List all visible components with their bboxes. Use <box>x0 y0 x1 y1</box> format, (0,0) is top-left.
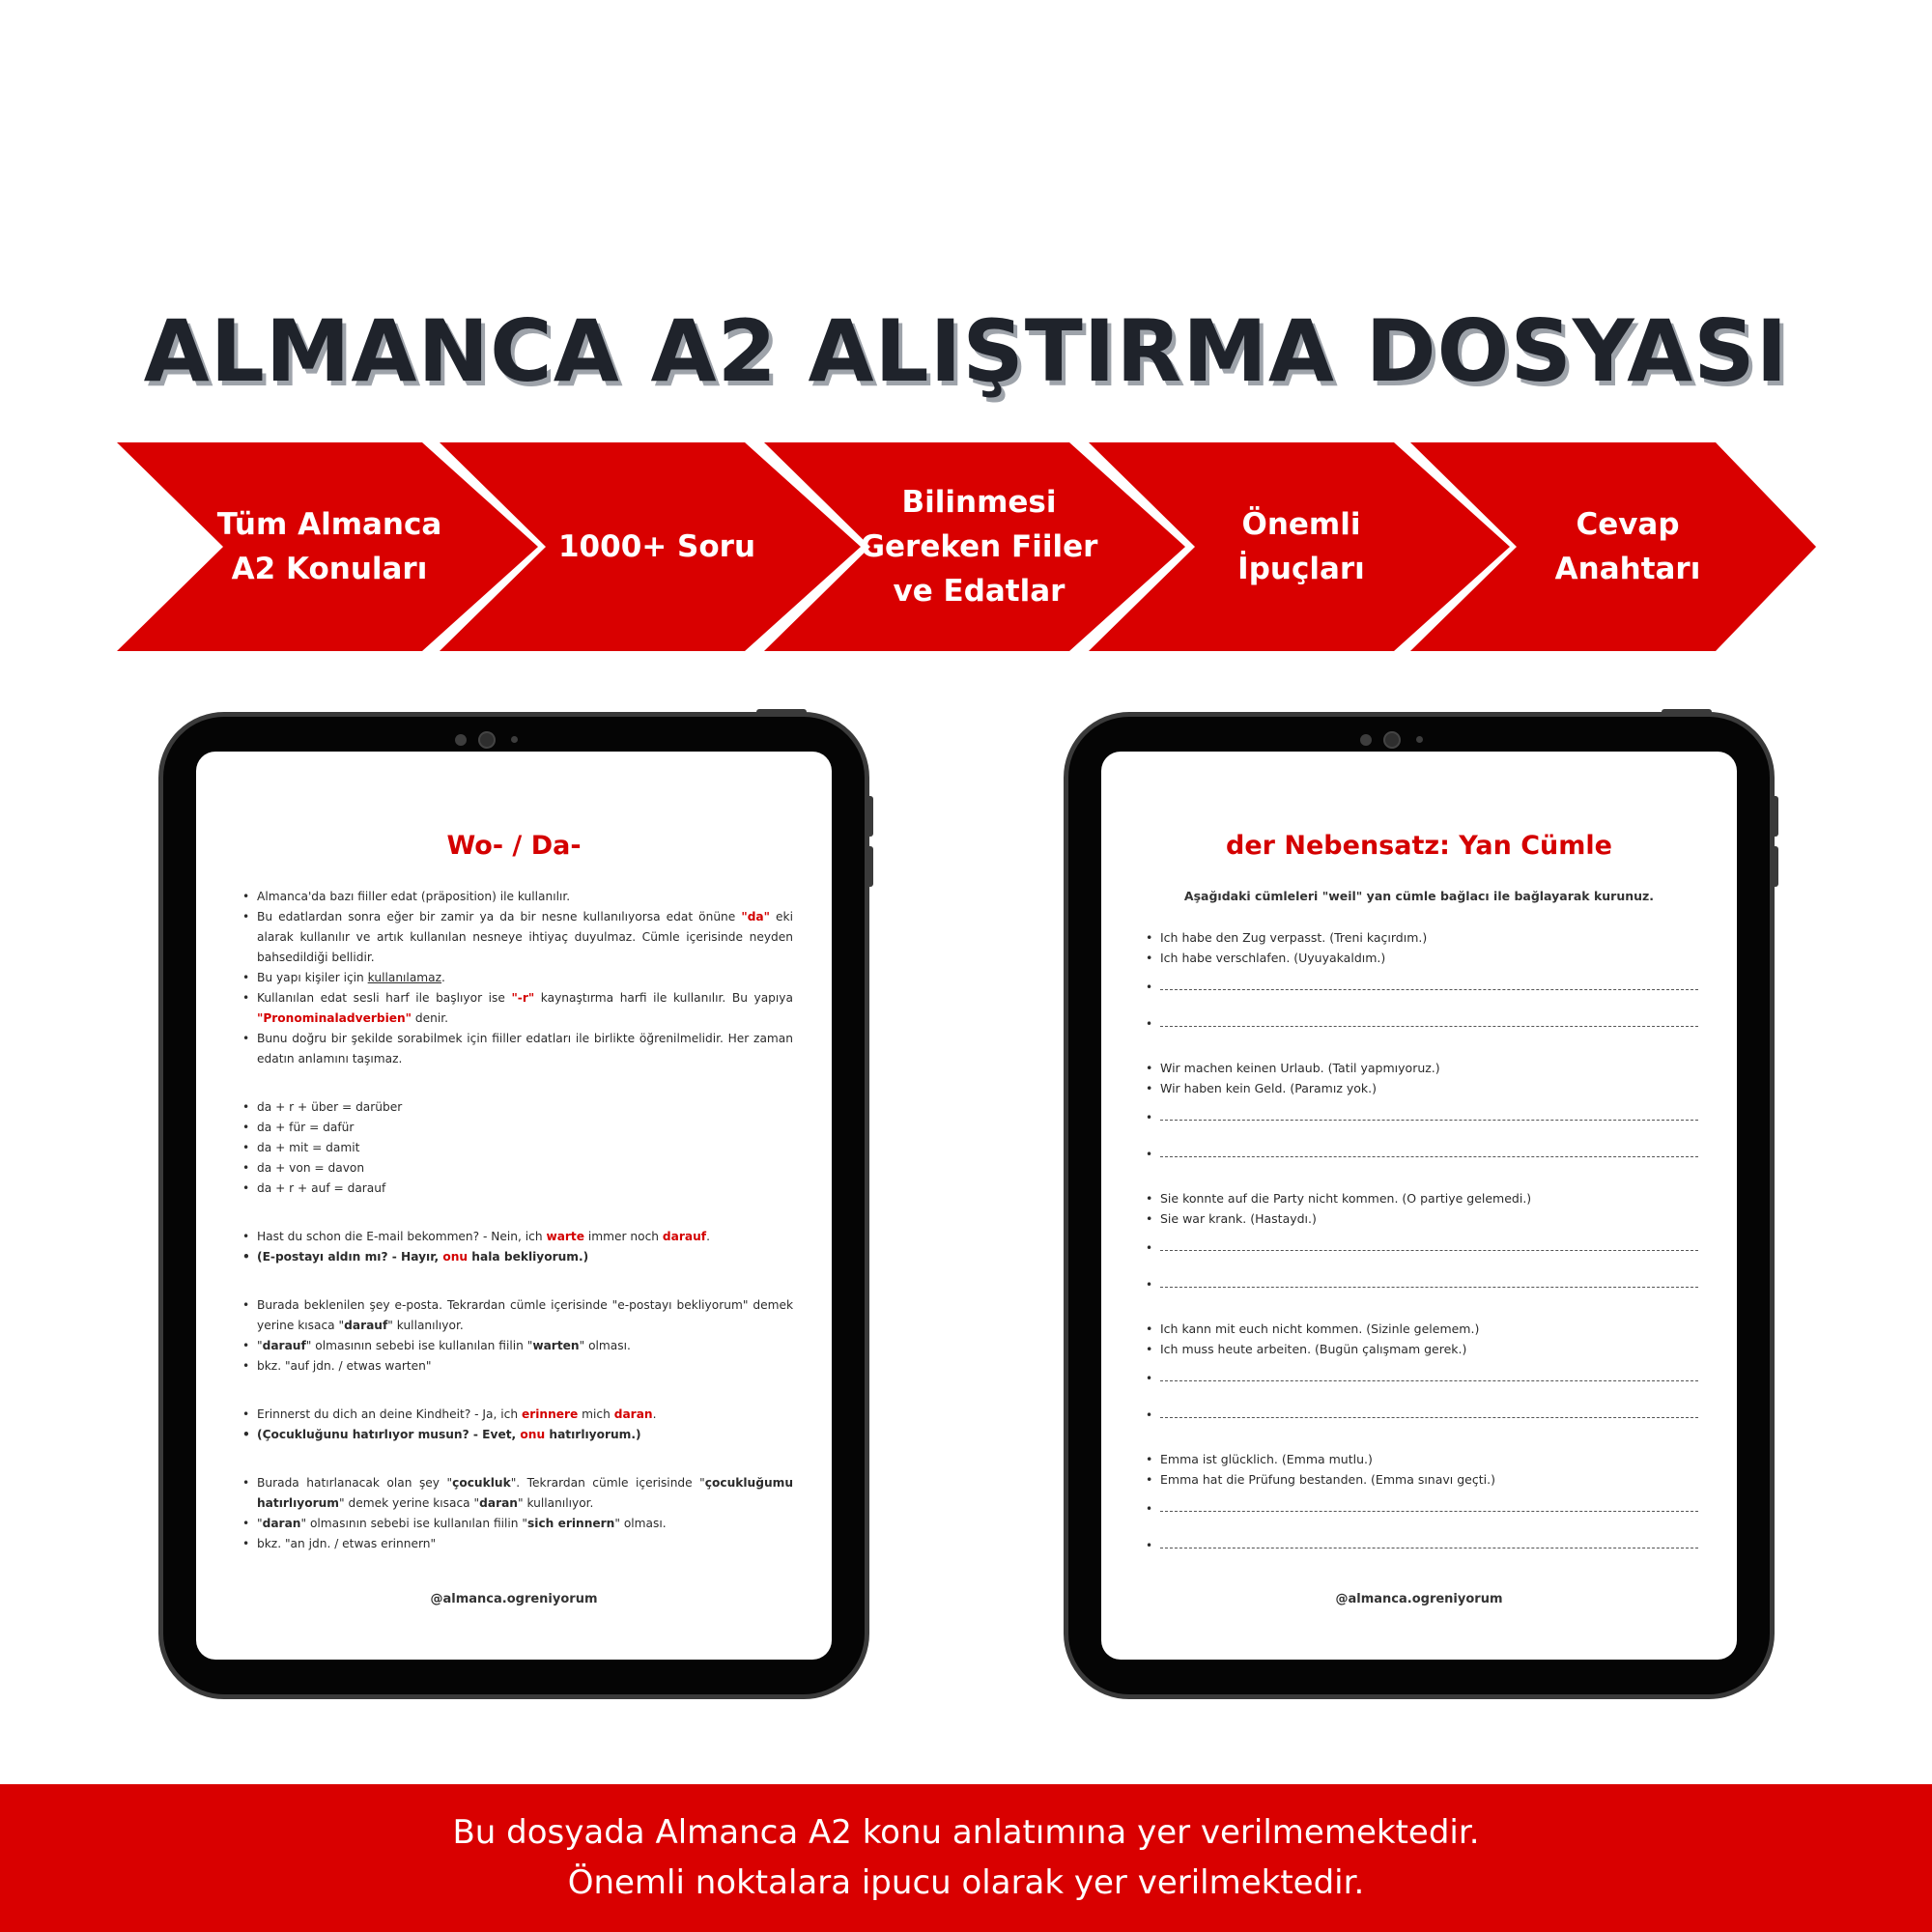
feature-chevrons <box>0 442 1932 655</box>
sentence: • Ich habe verschlafen. (Uyuyakaldım.) <box>1146 948 1698 968</box>
list-item: • Erinnerst du dich an deine Kindheit? - Ja, ich erinnere mich daran. <box>242 1405 793 1425</box>
sentence: • Ich habe den Zug verpasst. (Treni kaçırdım.) <box>1146 927 1698 948</box>
list-item: • (E-postayı aldın mı? - Hayır, onu hala bekliyorum.) <box>242 1247 793 1267</box>
exercise-item <box>1146 1188 1698 1302</box>
list-item: • Almanca'da bazı fiiller edat (präposition) ile kullanılır. <box>242 887 793 907</box>
bottom-banner <box>0 1784 1932 1932</box>
list-item: • bkz. "an jdn. / etwas erinnern" <box>242 1534 793 1554</box>
list-item: • Bu edatlardan sonra eğer bir zamir ya da bir nesne kullanılıyorsa edat önüne "da" eki alarak kullanılır ve artık kullanılan nesneye ihtiyaç duyulmaz. Cümle içerisinde neyden bahsedildiği bellidir. <box>242 907 793 968</box>
sentence: • Sie war krank. (Hastaydı.) <box>1146 1208 1698 1229</box>
banner-line: Bu dosyada Almanca A2 konu anlatımına yer verilmemektedir. <box>452 1813 1480 1852</box>
answer-line[interactable] <box>1146 1098 1698 1135</box>
feature-label-topics: Tüm Almanca A2 Konuları <box>216 507 442 586</box>
exercise-item <box>1146 1319 1698 1433</box>
tablet-left <box>158 712 869 1699</box>
answer-line[interactable] <box>1146 1396 1698 1433</box>
sentence: • Wir machen keinen Urlaub. (Tatil yapmıyoruz.) <box>1146 1058 1698 1078</box>
exercise-item <box>1146 1058 1698 1172</box>
tablet-left-screen <box>196 752 832 1660</box>
answer-line[interactable] <box>1146 1359 1698 1396</box>
tablet-power-button <box>1662 709 1712 715</box>
doc-title: Wo- / Da- <box>446 831 582 861</box>
doc-body <box>242 887 793 1554</box>
list-item: • da + r + auf = darauf <box>242 1179 793 1199</box>
answer-line[interactable] <box>1146 1490 1698 1526</box>
list-item: • da + r + über = darüber <box>242 1097 793 1118</box>
tablet-volume-button <box>1773 796 1778 837</box>
list-item: • da + von = davon <box>242 1158 793 1179</box>
list-item: • Burada beklenilen şey e-posta. Tekrardan cümle içerisinde "e-postayı bekliyorum" demek yerine kısaca "darauf" kullanılıyor. <box>242 1295 793 1336</box>
answer-line[interactable] <box>1146 1135 1698 1172</box>
answer-line[interactable] <box>1146 968 1698 1005</box>
list-item: • Bunu doğru bir şekilde sorabilmek için fiiller edatları ile birlikte öğrenilmelidir. Her zaman edatın anlamını taşımaz. <box>242 1029 793 1069</box>
feature-label-answer-key: Cevap Anahtarı <box>1554 507 1701 586</box>
instagram-handle: @almanca.ogreniyorum <box>1335 1592 1503 1606</box>
tablet-volume-button <box>867 796 873 837</box>
list-item: • "daran" olmasının sebebi ise kullanılan fiilin "sich erinnern" olması. <box>242 1514 793 1534</box>
tablet-volume-button <box>1773 846 1778 887</box>
list-item: • Kullanılan edat sesli harf ile başlıyor ise "-r" kaynaştırma harfi ile kullanılır. Bu yapıya "Pronominaladverbien" denir. <box>242 988 793 1029</box>
exercise-list <box>1146 927 1698 1579</box>
list-item: • (Çocukluğunu hatırlıyor musun? - Evet, onu hatırlıyorum.) <box>242 1425 793 1445</box>
list-item: • Burada hatırlanacak olan şey "çocukluk". Tekrardan cümle içerisinde "çocukluğumu hatırlıyorum" demek yerine kısaca "daran" kullanılıyor. <box>242 1473 793 1514</box>
camera-dot <box>511 736 518 743</box>
answer-line[interactable] <box>1146 1526 1698 1563</box>
banner-line: Önemli noktalara ipucu olarak yer verilmektedir. <box>567 1863 1365 1902</box>
exercise-item <box>1146 1449 1698 1563</box>
camera-lens <box>1383 731 1401 749</box>
feature-label-verbs: Bilinmesi Gereken Fiiler ve Edatlar <box>860 485 1098 609</box>
sentence: • Ich kann mit euch nicht kommen. (Sizinle gelemem.) <box>1146 1319 1698 1339</box>
sentence: • Sie konnte auf die Party nicht kommen. (O partiye gelemedi.) <box>1146 1188 1698 1208</box>
instagram-handle: @almanca.ogreniyorum <box>430 1592 598 1606</box>
camera-dot <box>1416 736 1423 743</box>
answer-line[interactable] <box>1146 1229 1698 1265</box>
exercise-item <box>1146 927 1698 1041</box>
tablet-power-button <box>756 709 807 715</box>
list-item: • "darauf" olmasının sebebi ise kullanılan fiilin "warten" olması. <box>242 1336 793 1356</box>
feature-chevron-answer-key <box>1410 442 1816 651</box>
sentence: • Ich muss heute arbeiten. (Bugün çalışmam gerek.) <box>1146 1339 1698 1359</box>
tablet-right-screen <box>1101 752 1737 1660</box>
sentence: • Emma ist glücklich. (Emma mutlu.) <box>1146 1449 1698 1469</box>
list-item: • Hast du schon die E-mail bekommen? - Nein, ich warte immer noch darauf. <box>242 1227 793 1247</box>
camera-dot <box>1360 734 1372 746</box>
list-item: • da + für = dafür <box>242 1118 793 1138</box>
camera-lens <box>478 731 496 749</box>
camera-dot <box>455 734 467 746</box>
sentence: • Emma hat die Prüfung bestanden. (Emma sınavı geçti.) <box>1146 1469 1698 1490</box>
doc-title: der Nebensatz: Yan Cümle <box>1226 831 1612 861</box>
feature-label-questions: 1000+ Soru <box>557 529 756 564</box>
answer-line[interactable] <box>1146 1005 1698 1041</box>
list-item: • Bu yapı kişiler için kullanılamaz. <box>242 968 793 988</box>
tablet-volume-button <box>867 846 873 887</box>
list-item: • da + mit = damit <box>242 1138 793 1158</box>
tablet-right <box>1064 712 1775 1699</box>
sentence: • Wir haben kein Geld. (Paramız yok.) <box>1146 1078 1698 1098</box>
page-title: ALMANCA A2 ALIŞTIRMA DOSYASI <box>143 301 1789 401</box>
doc-instruction: Aşağıdaki cümleleri "weil" yan cümle bağlacı ile bağlayarak kurunuz. <box>1183 889 1655 903</box>
answer-line[interactable] <box>1146 1265 1698 1302</box>
list-item: • bkz. "auf jdn. / etwas warten" <box>242 1356 793 1377</box>
feature-label-tips: Önemli İpuçları <box>1237 507 1365 586</box>
